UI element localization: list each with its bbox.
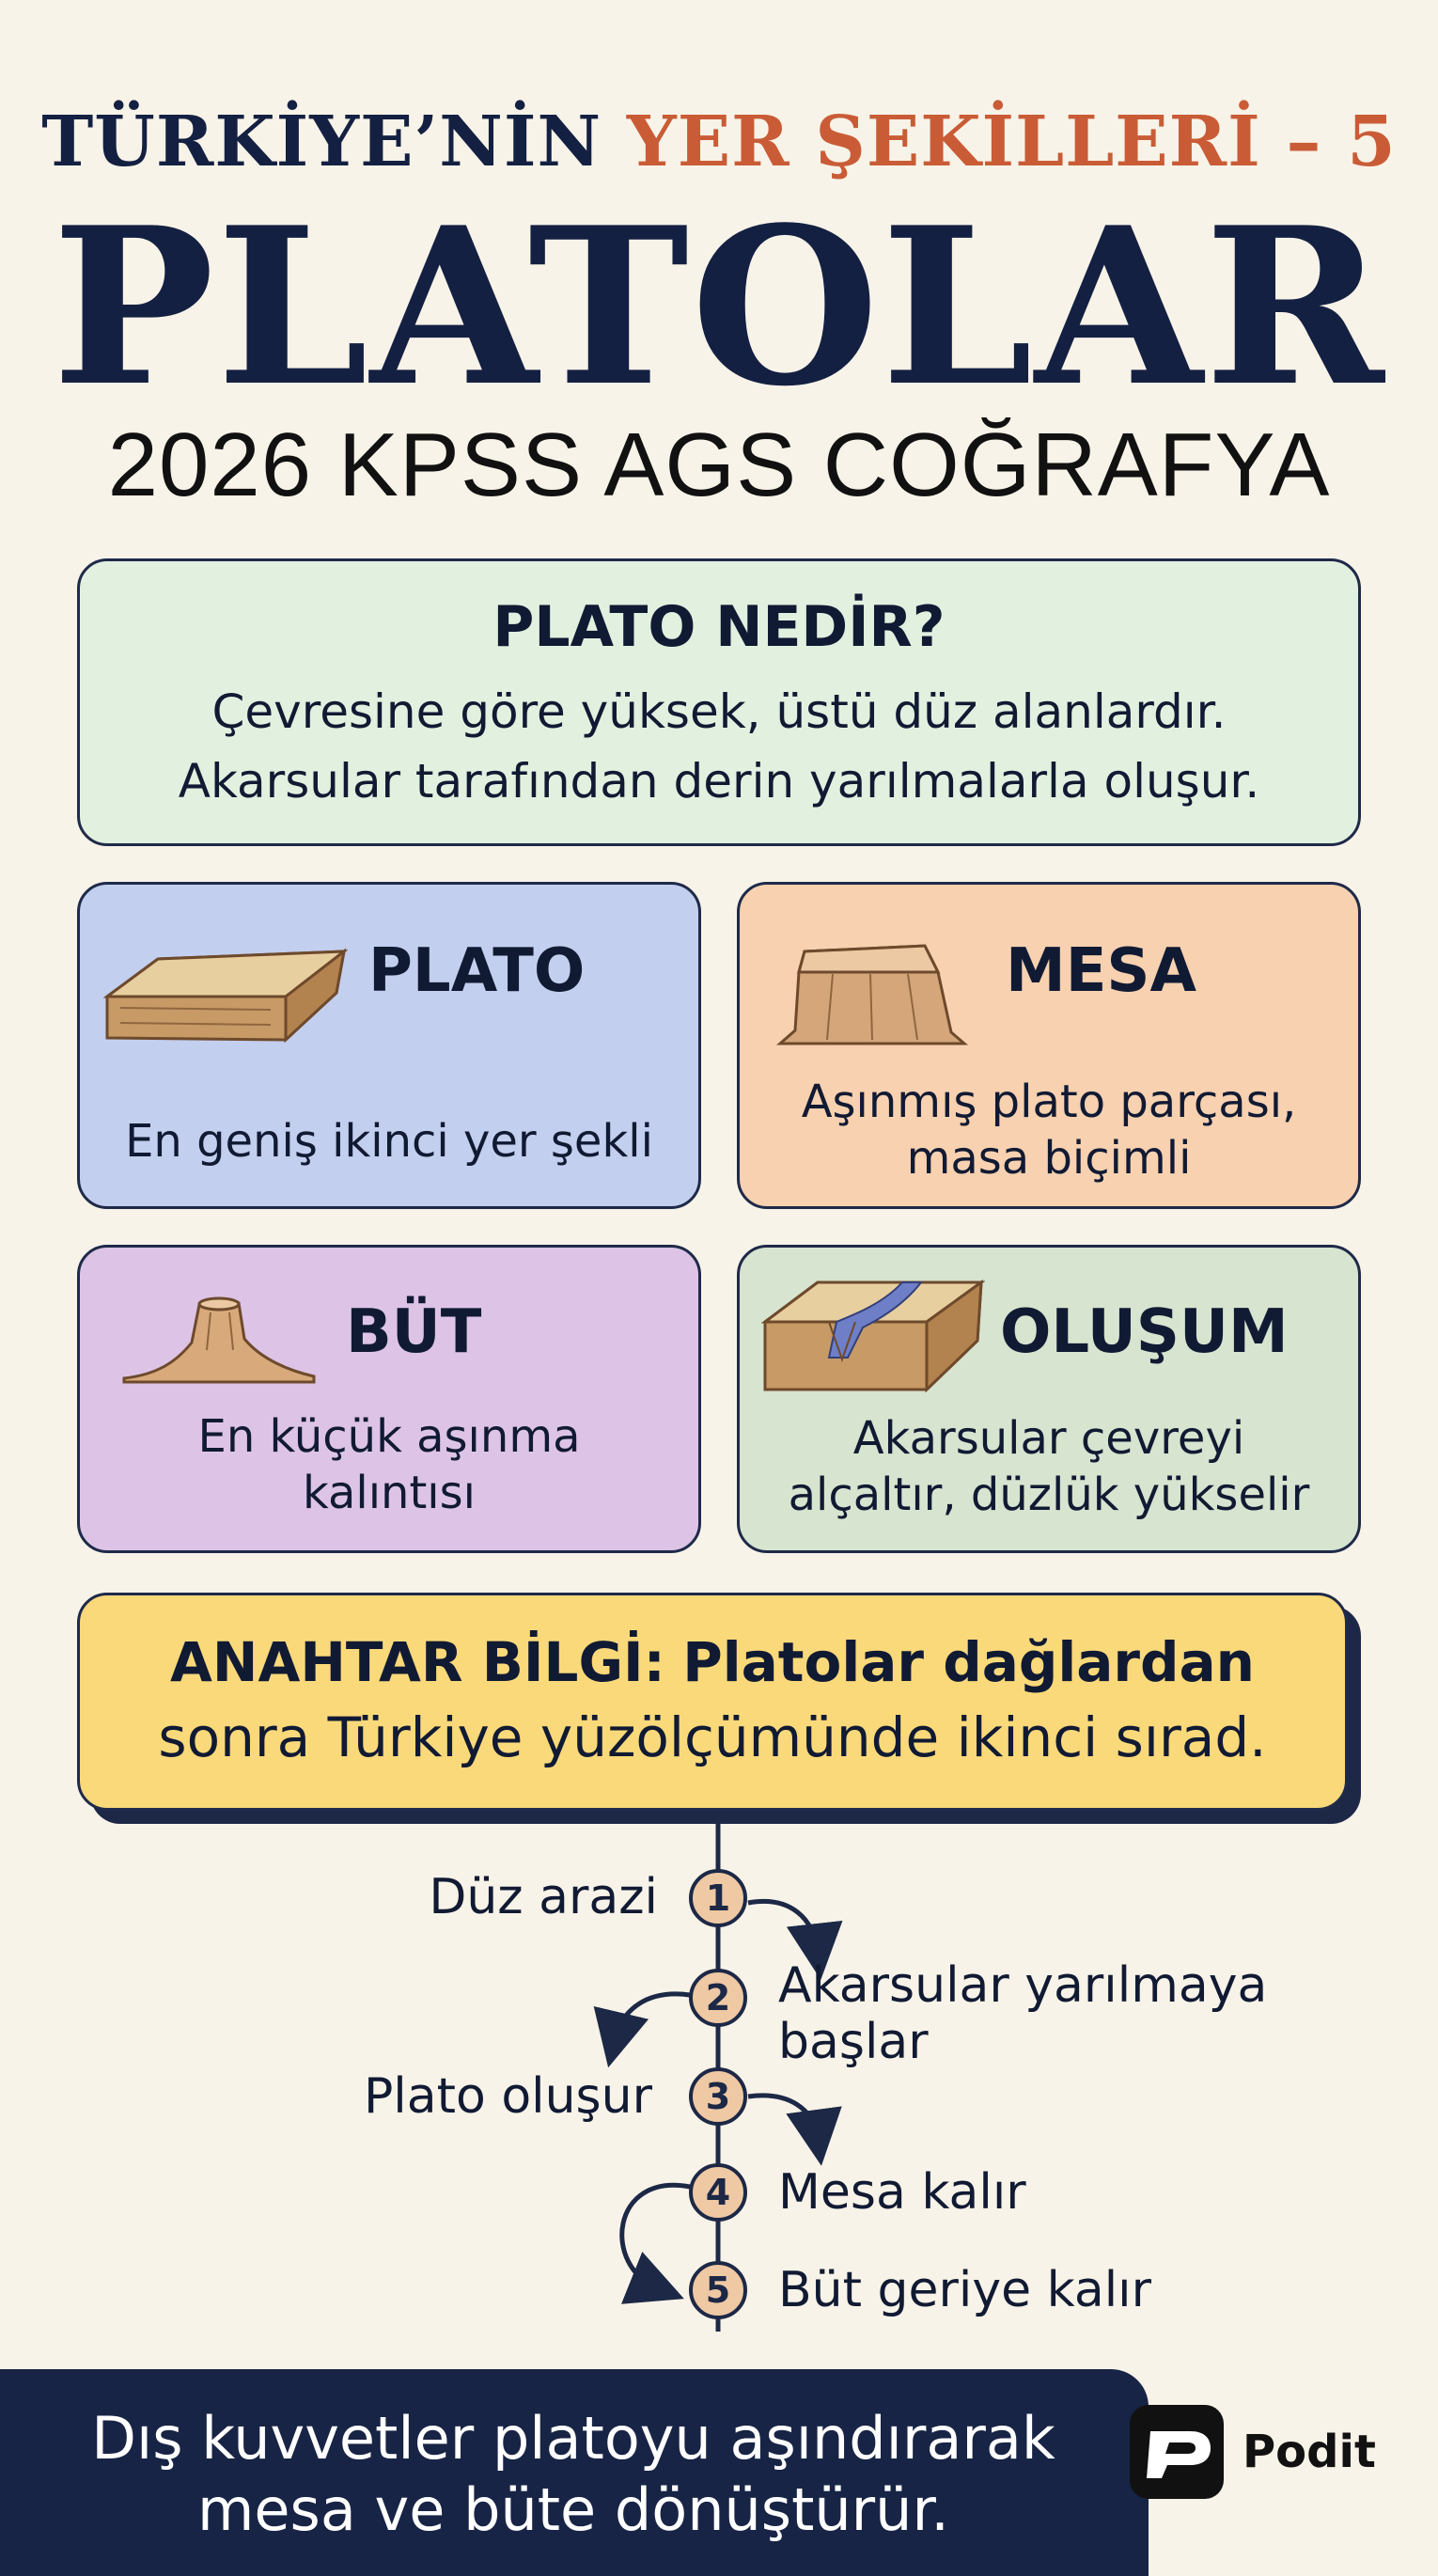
step-number-1: 1 xyxy=(689,1869,747,1927)
mesa-text xyxy=(737,1074,1361,1186)
but-line1: En küçük aşınma xyxy=(197,1410,581,1463)
kicker-part1: TÜRKİYE’NİN xyxy=(41,102,602,182)
definition-line1: Çevresine göre yüksek, üstü düz alanlardır. xyxy=(211,684,1227,739)
header-kicker xyxy=(0,102,1438,182)
step-number-2: 2 xyxy=(689,1969,747,2027)
footer-text xyxy=(56,2403,1090,2546)
kicker-part2: YER ŞEKİLLERİ – 5 xyxy=(626,102,1397,182)
footer-line2: mesa ve büte dönüştürür. xyxy=(197,2475,949,2544)
step-label-2 xyxy=(778,1957,1267,2070)
definition-text xyxy=(77,677,1361,816)
step-label-5: Büt geriye kalır xyxy=(778,2262,1152,2318)
mesa-title: MESA xyxy=(1006,936,1197,1006)
footer-line1: Dış kuvvetler platoyu aşındırarak xyxy=(91,2404,1055,2473)
key-info-line1-rest: Platolar dağlardan xyxy=(682,1630,1255,1694)
but-text xyxy=(77,1408,701,1521)
arrow-4-5 xyxy=(622,2185,690,2288)
arrow-1-2 xyxy=(748,1901,818,1952)
mesa-line2: masa biçimli xyxy=(906,1132,1192,1185)
plato-text: En geniş ikinci yer şekli xyxy=(125,1115,653,1168)
plateau-icon xyxy=(102,942,348,1049)
key-info-text xyxy=(77,1625,1348,1775)
arrow-3-4 xyxy=(748,2096,818,2138)
olusum-line2: alçaltır, düzlük yükselir xyxy=(788,1469,1310,1521)
step-label-3: Plato oluşur xyxy=(363,2068,652,2125)
river-valley-icon xyxy=(761,1275,985,1397)
olusum-title: OLUŞUM xyxy=(1000,1297,1289,1367)
step-number-5: 5 xyxy=(689,2261,747,2319)
step-label-1: Düz arazi xyxy=(429,1869,658,1925)
definition-title: PLATO NEDİR? xyxy=(492,594,946,660)
but-title: BÜT xyxy=(346,1297,482,1367)
page-subtitle: 2026 KPSS AGS COĞRAFYA xyxy=(107,415,1331,515)
step-number-4: 4 xyxy=(689,2163,747,2222)
arrow-2-3 xyxy=(615,1994,690,2040)
key-info-label: ANAHTAR BİLGİ: xyxy=(170,1630,665,1694)
brand-name: Podit xyxy=(1243,2426,1376,2478)
mesa-icon xyxy=(767,935,977,1047)
olusum-line1: Akarsular çevreyi xyxy=(852,1412,1245,1465)
definition-line2: Akarsular tarafından derin yarılmalarla oluşur. xyxy=(178,754,1260,809)
page-title: PLATOLAR xyxy=(52,181,1386,434)
but-line2: kalıntısı xyxy=(303,1467,476,1519)
plato-title: PLATO xyxy=(368,936,586,1006)
key-info-line1 xyxy=(77,1625,1348,1700)
step-label-2-line1: Akarsular yarılmaya xyxy=(778,1957,1268,2014)
step-number-3: 3 xyxy=(689,2067,747,2126)
step-label-4: Mesa kalır xyxy=(778,2164,1026,2221)
podit-logo-icon xyxy=(1130,2405,1224,2499)
key-info-line2: sonra Türkiye yüzölçümünde ikinci sırad. xyxy=(158,1705,1267,1769)
mesa-line1: Aşınmış plato parçası, xyxy=(801,1076,1297,1128)
butte-icon xyxy=(120,1284,318,1384)
step-label-2-line2: başlar xyxy=(778,2014,929,2070)
olusum-text xyxy=(737,1410,1361,1523)
